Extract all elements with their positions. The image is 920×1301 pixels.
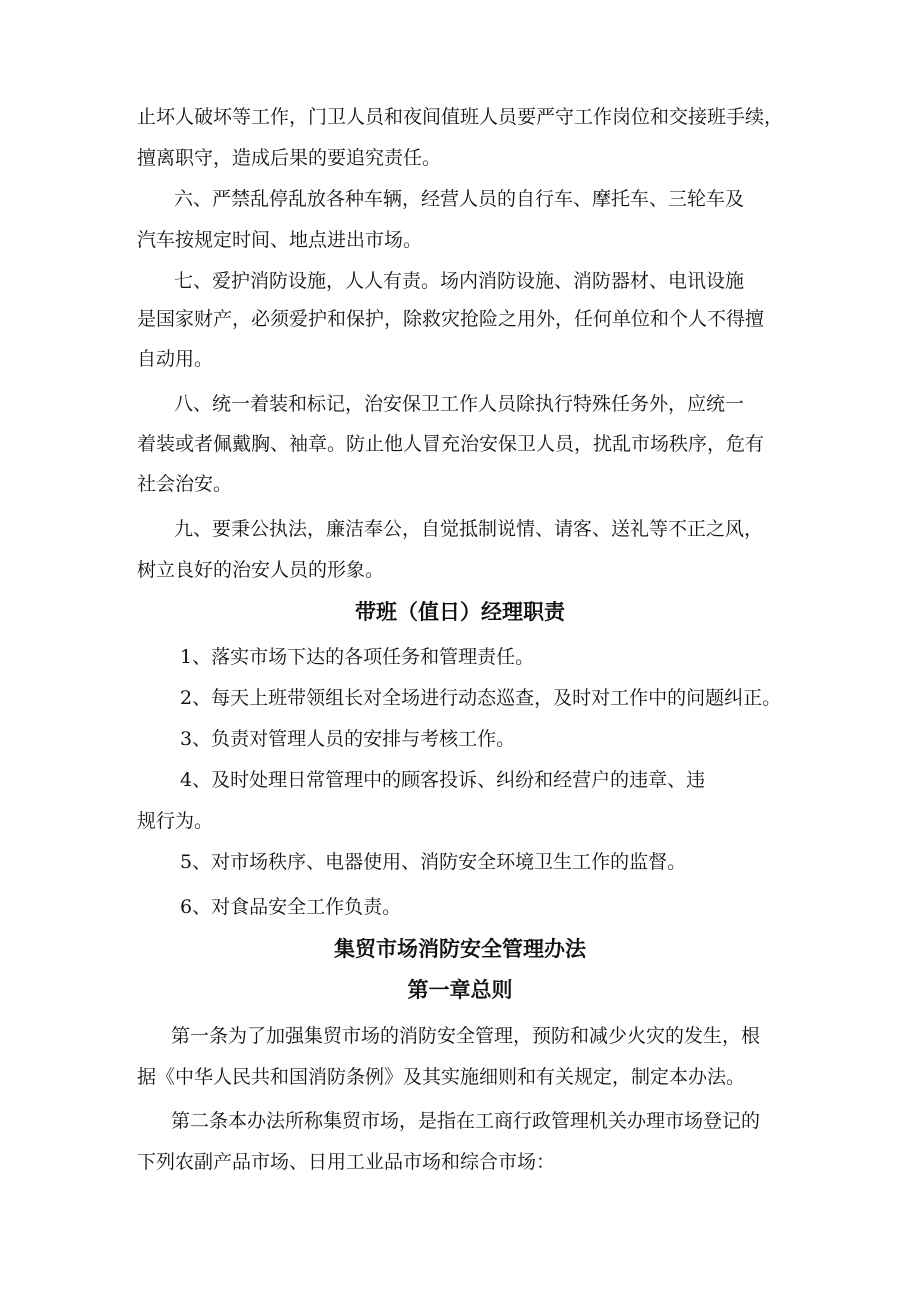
article-line: 下列农副产品市场、日用工业品市场和综合市场： — [137, 1151, 556, 1173]
paragraph-line: 八、统一着装和标记，治安保卫工作人员除执行特殊任务外，应统一 — [174, 393, 745, 415]
paragraph-line: 自动用。 — [137, 348, 214, 370]
chapter-title: 第一章总则 — [407, 978, 513, 1002]
article-line: 据《中华人民共和国消防条例》及其实施细则和有关规定，制定本办法。 — [137, 1066, 746, 1088]
duty-item: 1、落实市场下达的各项任务和管理责任。 — [180, 646, 535, 668]
duty-item: 2、每天上班带领组长对全场进行动态巡查，及时对工作中的问题纠正。 — [180, 687, 782, 709]
paragraph-line: 着装或者佩戴胸、袖章。防止他人冒充治安保卫人员，扰乱市场秩序，危有 — [137, 433, 765, 455]
duty-item: 6、对食品安全工作负责。 — [180, 896, 402, 918]
duty-item: 规行为。 — [137, 810, 214, 832]
paragraph-line: 七、爱护消防设施，人人有责。场内消防设施、消防器材、电讯设施 — [174, 270, 745, 292]
paragraph-line: 擅离职守，造成后果的要追究责任。 — [137, 147, 442, 169]
duty-item: 3、负责对管理人员的安排与考核工作。 — [180, 728, 516, 750]
section-title: 带班（值日）经理职责 — [355, 600, 565, 624]
duty-item: 4、及时处理日常管理中的顾客投诉、纠纷和经营户的违章、违 — [180, 769, 706, 791]
paragraph-line: 社会治安。 — [137, 473, 233, 495]
paragraph-line: 树立良好的治安人员的形象。 — [137, 559, 385, 581]
document-title: 集贸市场消防安全管理办法 — [334, 937, 586, 961]
paragraph-line: 汽车按规定时间、地点进出市场。 — [137, 229, 423, 251]
paragraph-line: 止坏人破坏等工作，门卫人员和夜间值班人员要严守工作岗位和交接班手续， — [137, 106, 784, 128]
article-line: 第一条为了加强集贸市场的消防安全管理，预防和减少火灾的发生，根 — [171, 1025, 761, 1047]
paragraph-line: 九、要秉公执法，廉洁奉公，自觉抵制说情、请客、送礼等不正之风， — [174, 518, 764, 540]
paragraph-line: 是国家财产，必须爱护和保护，除救灾抢险之用外，任何单位和个人不得擅 — [137, 308, 765, 330]
paragraph-line: 六、严禁乱停乱放各种车辆，经营人员的自行车、摩托车、三轮车及 — [174, 188, 745, 210]
article-line: 第二条本办法所称集贸市场，是指在工商行政管理机关办理市场登记的 — [171, 1110, 761, 1132]
duty-item: 5、对市场秩序、电器使用、消防安全环境卫生工作的监督。 — [180, 851, 687, 873]
